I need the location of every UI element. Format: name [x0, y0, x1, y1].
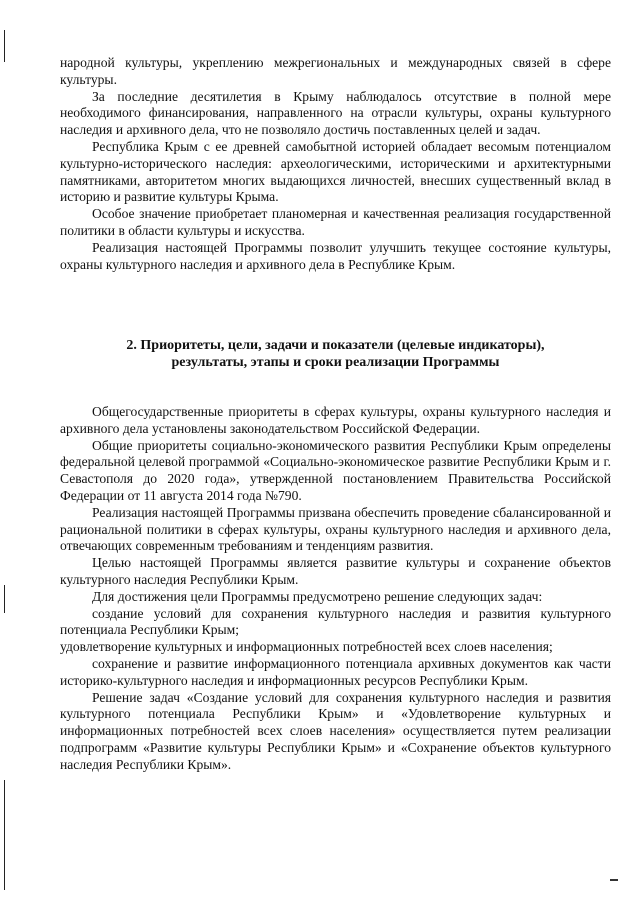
task-item: сохранение и развитие информационного потенциала архивных документов как части историко-культурного наследия и информационных ресурсов Республики Крым.	[60, 655, 611, 688]
paragraph: народной культуры, укреплению межрегиональных и международных связей в сфере культуры.	[60, 55, 611, 87]
paragraph: Особое значение приобретает планомерная и качественная реализация государственной политики в области культуры и искусства.	[60, 206, 611, 238]
scan-corner-mark	[610, 879, 618, 881]
paragraph: Общегосударственные приоритеты в сферах культуры, охраны культурного наследия и архивного дела установлены законодательством Российской Федерации.	[60, 404, 611, 436]
paragraph: Республика Крым с ее древней самобытной историей обладает весомым потенциалом культурно-исторического наследия: археологическими, историческими и архитектурными памятниками, авторитетом многих выдающихся личностей, внесших существенный вклад в историю и развитие культуры Крыма.	[60, 138, 611, 205]
paragraph: Общие приоритеты социально-экономического развития Республики Крым определены федеральной целевой программой «Социально-экономическое развитие Республики Крым и г. Севастополя до 2020 года», утвержденной постановлением Правительства Российской Федерации от 11 августа 2014 года №790.	[60, 437, 611, 503]
paragraph: Реализация настоящей Программы призвана обеспечить проведение сбалансированной и рациональной политики в сферах культуры, охраны культурного наследия и архивного дела, отвечающих современным требованиям и тенденциям развития.	[60, 504, 611, 554]
section-text-block	[60, 404, 611, 774]
paragraph: За последние десятилетия в Крыму наблюдалось отсутствие в полной мере необходимого финансирования, направленного на отрасли культуры, охраны культурного наследия и архивного дела, что не позволяло достичь поставленных целей и задач.	[60, 88, 611, 138]
paragraph: Для достижения цели Программы предусмотрено решение следующих задач:	[92, 588, 543, 604]
scan-margin-line	[4, 780, 5, 890]
intro-text-block	[60, 55, 611, 273]
scan-margin-line	[4, 30, 5, 62]
section-heading-line: 2. Приоритеты, цели, задачи и показатели (целевые индикаторы),	[126, 338, 545, 353]
paragraph: Реализация настоящей Программы позволит улучшить текущее состояние культуры, охраны культурного наследия и архивного дела в Республике Крым.	[60, 239, 611, 272]
task-item: создание условий для сохранения культурного наследия и развития культурного потенциала Республики Крым;	[60, 605, 611, 638]
section-heading-line: результаты, этапы и сроки реализации Программы	[171, 355, 500, 370]
scan-margin-line	[4, 585, 5, 613]
section-heading	[60, 337, 611, 371]
paragraph: Целью настоящей Программы является развитие культуры и сохранение объектов культурного наследия Республики Крым.	[60, 555, 611, 587]
paragraph: Решение задач «Создание условий для сохранения культурного наследия и развития культурного потенциала Республики Крым» и «Удовлетворение культурных и информационных потребностей всех слоев населения» осуществляется путем реализации подпрограмм «Развитие культуры Республики Крым» и «Сохранение объектов культурного наследия Республики Крым».	[60, 689, 611, 772]
task-item: удовлетворение культурных и информационных потребностей всех слоев населения;	[60, 639, 553, 655]
